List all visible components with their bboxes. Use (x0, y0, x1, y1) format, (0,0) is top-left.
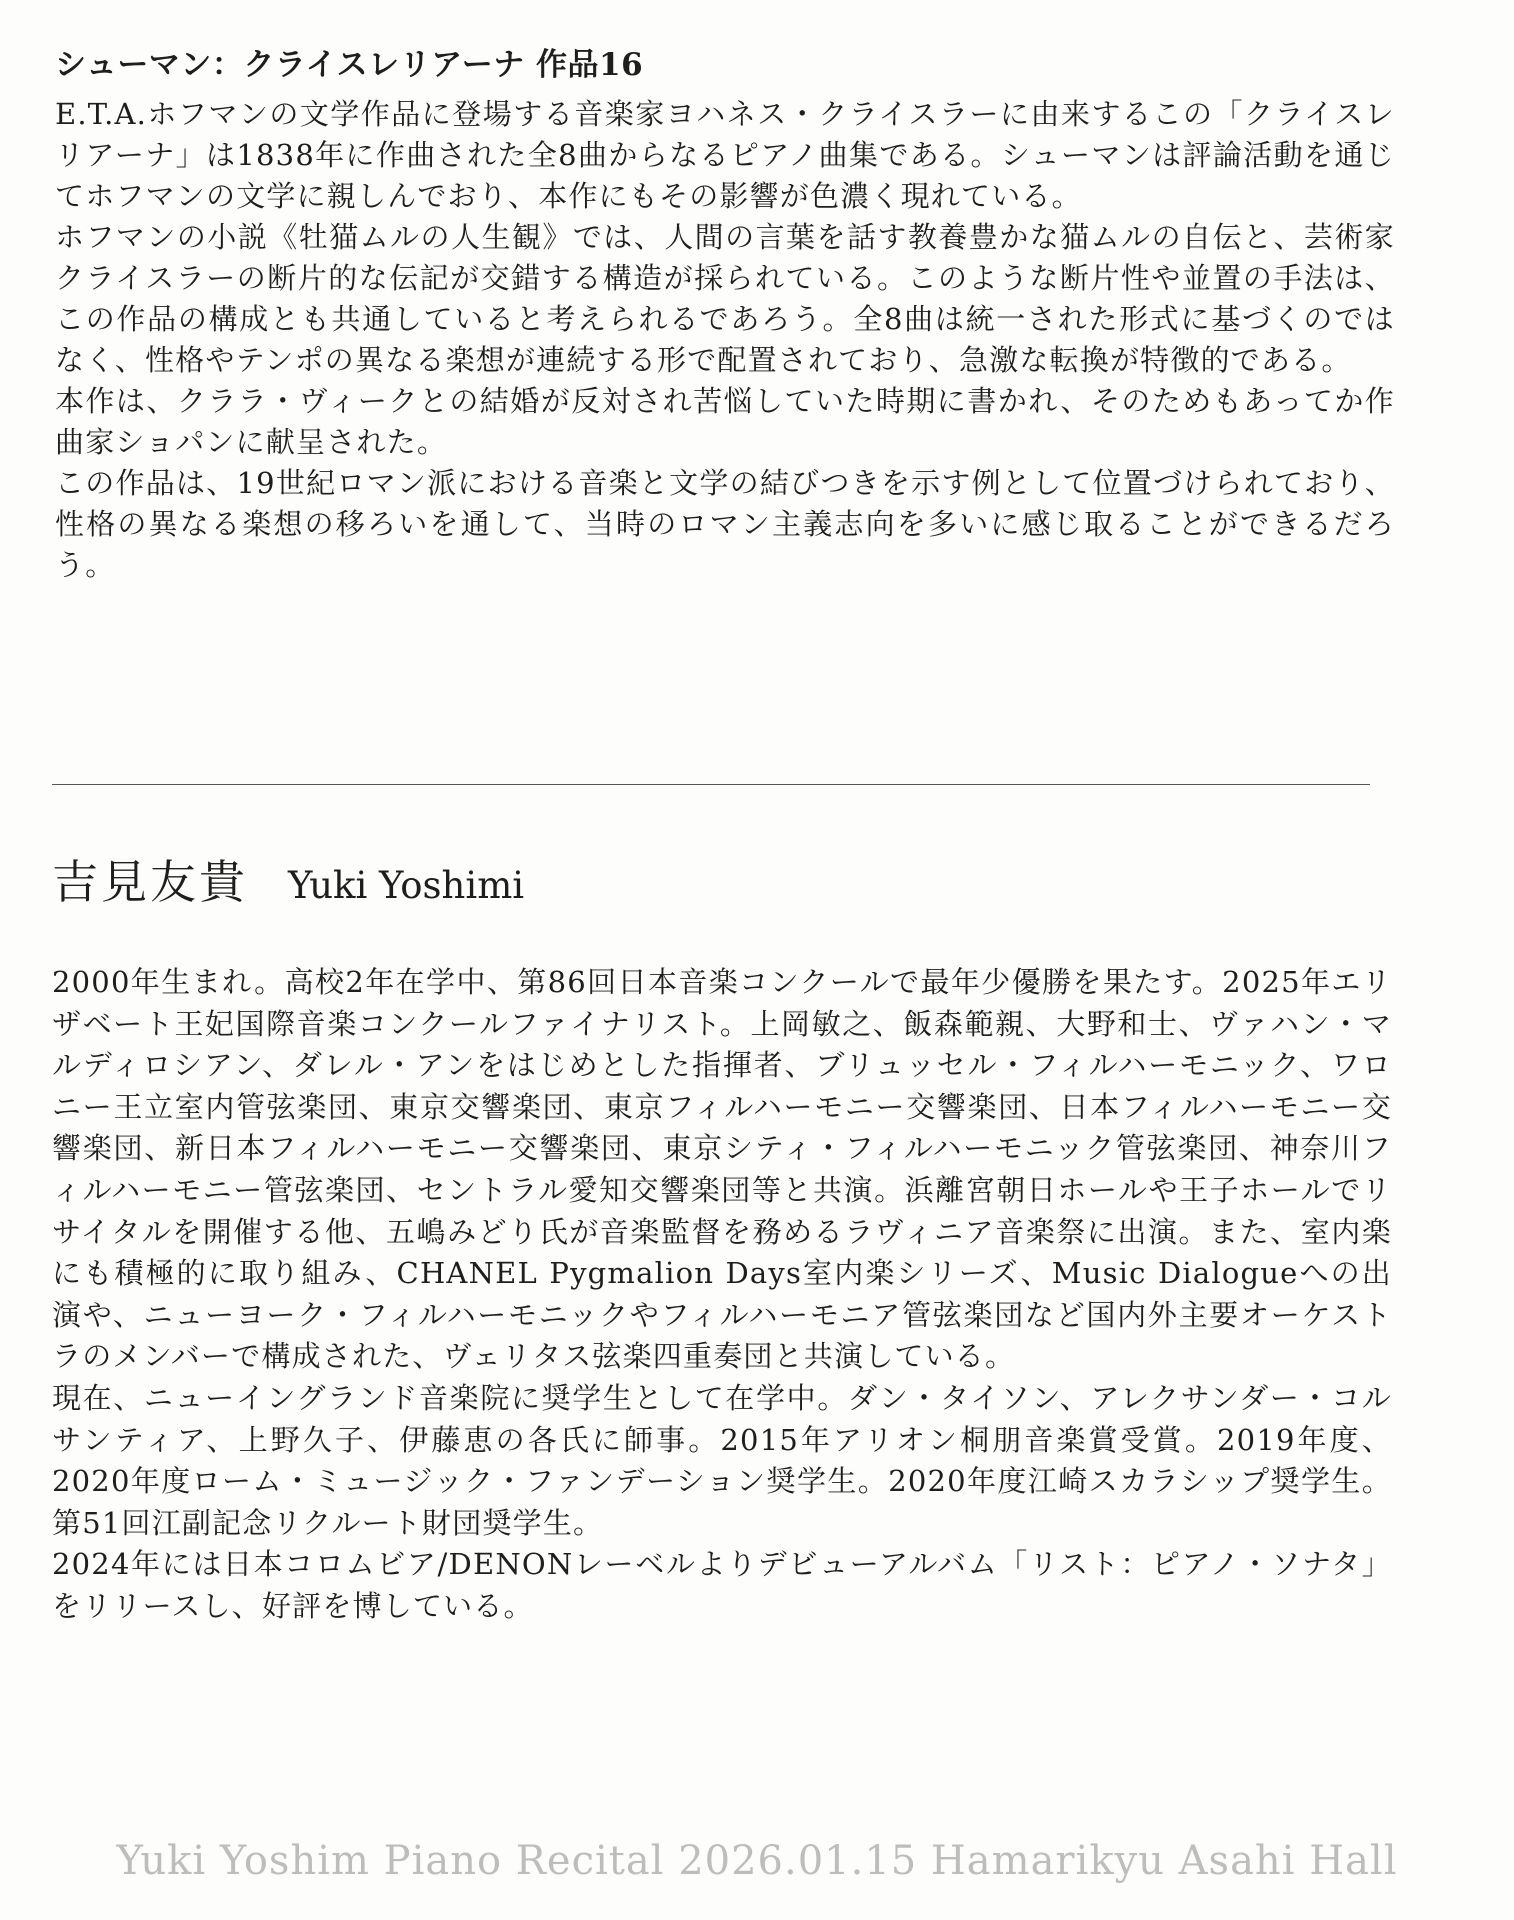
program-title: シューマン：クライスレリアーナ 作品16 (55, 47, 644, 83)
program-paragraph: この作品は、19世紀ロマン派における音楽と文学の結びつきを示す例として位置づけられており、性格の異なる楽想の移ろいを通して、当時のロマン主義志向を多いに感じ取ることができるだろう。 (55, 466, 1395, 582)
program-paragraph: E.T.A.ホフマンの文学作品に登場する音楽家ヨハネス・クライスラーに由来するこの「クライスレリアーナ」は1838年に作曲された全8曲からなるピアノ曲集である。シューマンは評論活動を通じてホフマンの文学に親しんでおり、本作にもその影響が色濃く現れている。 (55, 97, 1395, 213)
bio-paragraph: 2024年には日本コロムビア/DENONレーベルよりデビューアルバム「リスト：ピアノ・ソナタ」をリリースし、好評を博している。 (52, 1547, 1392, 1623)
program-paragraph: 本作は、クララ・ヴィークとの結婚が反対され苦悩していた時期に書かれ、そのためもあってか作曲家ショパンに献呈された。 (55, 384, 1395, 459)
artist-heading (52, 846, 524, 912)
program-notes (55, 94, 1395, 586)
page-footer: Yuki Yoshim Piano Recital 2026.01.15 Hamarikyu Asahi Hall (116, 1838, 1398, 1884)
artist-name-en: Yuki Yoshimi (288, 864, 525, 907)
bio-paragraph: 現在、ニューイングランド音楽院に奨学生として在学中。ダン・タイソン、アレクサンダー・コルサンティア、上野久子、伊藤恵の各氏に師事。2015年アリオン桐朋音楽賞受賞。2019年度、2020年度ローム・ミュージック・ファンデーション奨学生。2020年度江崎スカラシップ奨学生。第51回江副記念リクルート財団奨学生。 (52, 1380, 1392, 1540)
artist-name-jp: 吉見友貴 (52, 855, 248, 909)
section-divider (52, 784, 1370, 785)
bio-paragraph: 2000年生まれ。高校2年在学中、第86回日本音楽コンクールで最年少優勝を果たす。2025年エリザベート王妃国際音楽コンクールファイナリスト。上岡敏之、飯森範親、大野和士、ヴァハン・マルディロシアン、ダレル・アンをはじめとした指揮者、ブリュッセル・フィルハーモニック、ワロニー王立室内管弦楽団、東京交響楽団、東京フィルハーモニー交響楽団、日本フィルハーモニー交響楽団、新日本フィルハーモニー交響楽団、東京シティ・フィルハーモニック管弦楽団、神奈川フィルハーモニー管弦楽団、セントラル愛知交響楽団等と共演。浜離宮朝日ホールや王子ホールでリサイタルを開催する他、五嶋みどり氏が音楽監督を務めるラヴィニア音楽祭に出演。また、室内楽にも積極的に取り組み、CHANEL Pygmalion Days室内楽シリーズ、Music Dialogueへの出演や、ニューヨーク・フィルハーモニックやフィルハーモニア管弦楽団など国内外主要オーケストラのメンバーで構成された、ヴェリタス弦楽四重奏団と共演している。 (52, 965, 1392, 1374)
program-paragraph: ホフマンの小説《牡猫ムルの人生観》では、人間の言葉を話す教養豊かな猫ムルの自伝と、芸術家クライスラーの断片的な伝記が交錯する構造が採られている。このような断片性や並置の手法は、この作品の構成とも共通していると考えられるであろう。全8曲は統一された形式に基づくのではなく、性格やテンポの異なる楽想が連続する形で配置されており、急激な転換が特徴的である。 (55, 220, 1395, 377)
artist-biography (52, 962, 1392, 1628)
